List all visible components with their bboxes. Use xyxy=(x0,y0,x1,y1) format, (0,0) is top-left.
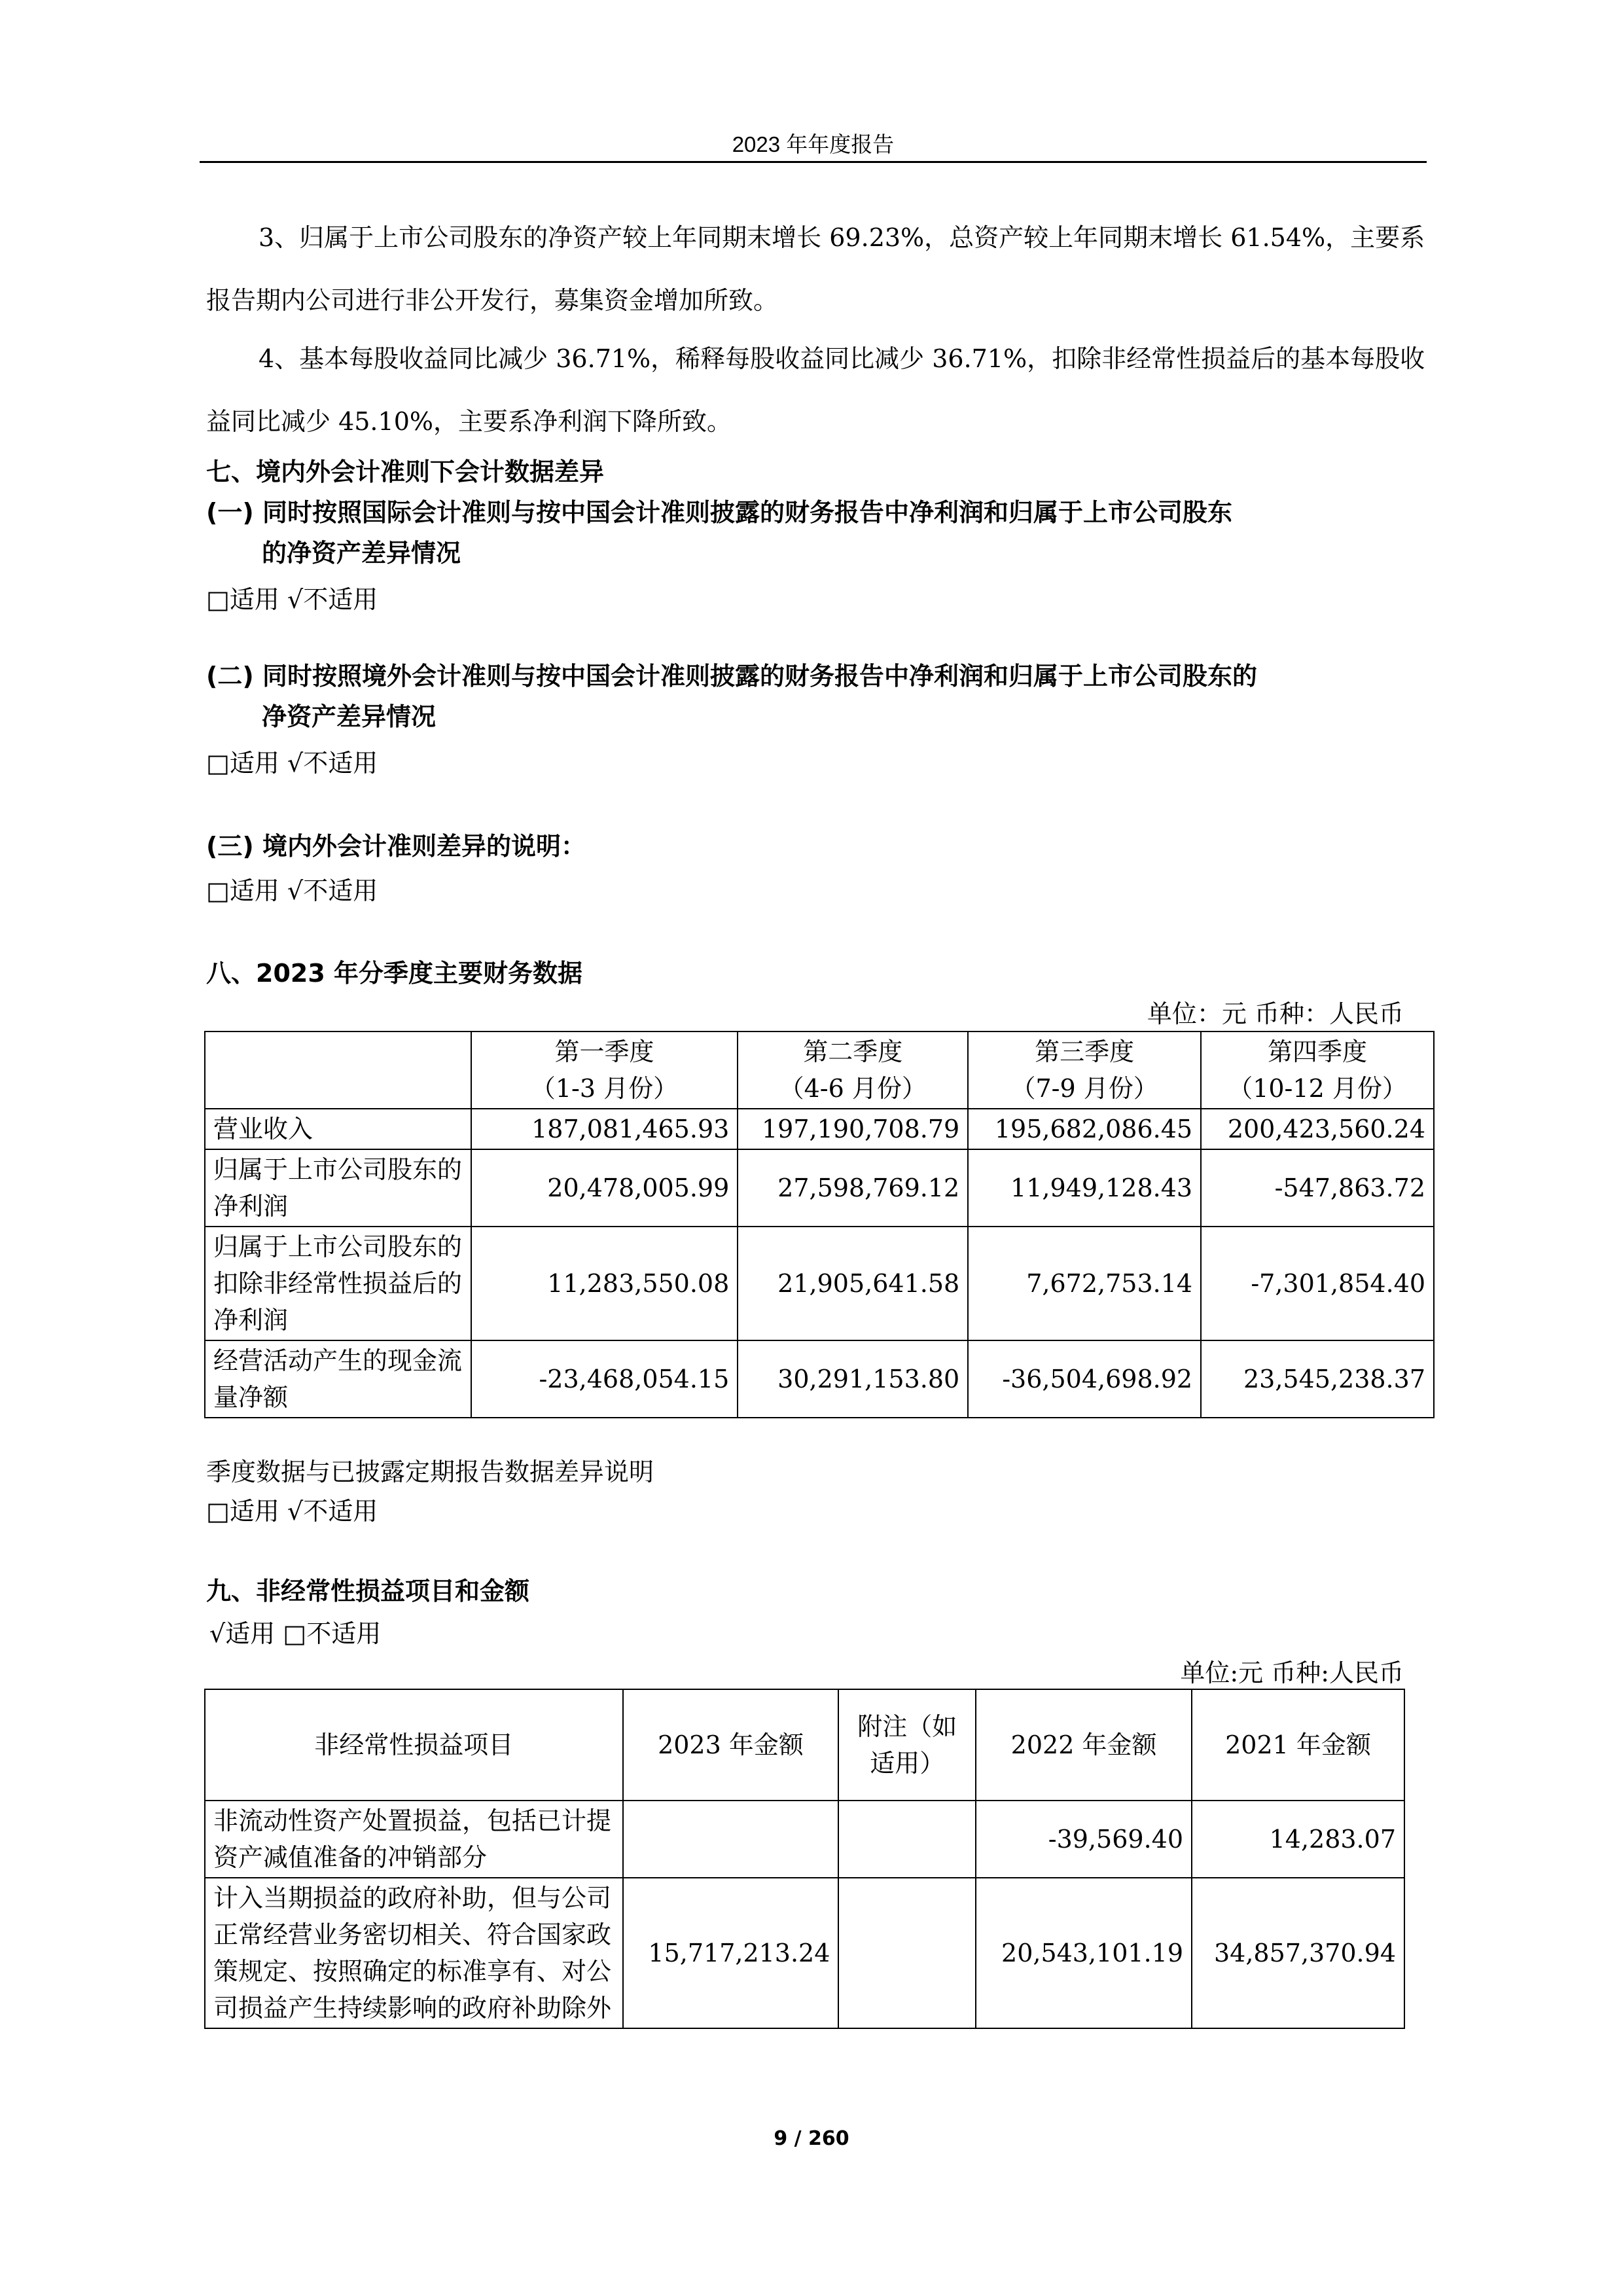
row-label: 非流动性资产处置损益，包括已计提资产减值准备的冲销部分 xyxy=(205,1801,623,1878)
cell-value: -7,301,854.40 xyxy=(1201,1227,1434,1340)
section7-sub2-heading: (二) 同时按照境外会计准则与按中国会计准则披露的财务报告中净利润和归属于上市公司股东的 净资产差异情况 xyxy=(206,662,1257,731)
page-header: 2023 年年度报告 xyxy=(732,132,895,156)
cell-value xyxy=(838,1878,976,2028)
section8-title: 八、2023 年分季度主要财务数据 xyxy=(206,959,582,988)
header-2021: 2021 年金额 xyxy=(1192,1689,1404,1801)
section7-sub3-choice: □适用 √不适用 xyxy=(206,876,378,905)
cell-value: 34,857,370.94 xyxy=(1192,1878,1404,2028)
cell-value: 11,283,550.08 xyxy=(471,1227,738,1340)
cell-value: 21,905,641.58 xyxy=(738,1227,968,1340)
cell-value: 27,598,769.12 xyxy=(738,1149,968,1227)
cell-value: 187,081,465.93 xyxy=(471,1109,738,1149)
table-row xyxy=(205,1801,1404,1878)
cell-value xyxy=(623,1801,839,1878)
section8-note-choice: □适用 √不适用 xyxy=(206,1497,378,1526)
cell-value: 23,545,238.37 xyxy=(1201,1340,1434,1418)
section8-note: 季度数据与已披露定期报告数据差异说明 xyxy=(206,1458,654,1486)
header-rule xyxy=(200,161,1427,163)
header-q2: 第二季度 （4-6 月份） xyxy=(738,1031,968,1109)
header-q3: 第三季度 （7-9 月份） xyxy=(968,1031,1201,1109)
cell-value: 15,717,213.24 xyxy=(623,1878,839,2028)
table-header-row xyxy=(205,1689,1404,1801)
section7-sub2-choice: □适用 √不适用 xyxy=(206,749,378,778)
header-2023: 2023 年金额 xyxy=(623,1689,839,1801)
cell-value: -39,569.40 xyxy=(976,1801,1192,1878)
cell-value: 200,423,560.24 xyxy=(1201,1109,1434,1149)
header-item: 非经常性损益项目 xyxy=(205,1689,623,1801)
page-number: 9 / 260 xyxy=(774,2127,849,2150)
header-blank xyxy=(205,1031,471,1109)
cell-value: -547,863.72 xyxy=(1201,1149,1434,1227)
header-q4: 第四季度 （10-12 月份） xyxy=(1201,1031,1434,1109)
cell-value xyxy=(838,1801,976,1878)
cell-value: 30,291,153.80 xyxy=(738,1340,968,1418)
header-note: 附注（如适用） xyxy=(838,1689,976,1801)
section8-unit: 单位：元 币种：人民币 xyxy=(1147,999,1404,1028)
row-label: 归属于上市公司股东的净利润 xyxy=(205,1149,471,1227)
table-row xyxy=(205,1340,1434,1418)
paragraph-3: 3、归属于上市公司股东的净资产较上年同期末增长 69.23%，总资产较上年同期末增长 61.54%，主要系报告期内公司进行非公开发行，募集资金增加所致。 xyxy=(206,223,1425,315)
table-row xyxy=(205,1227,1434,1340)
table-row xyxy=(205,1878,1404,2028)
cell-value: 20,543,101.19 xyxy=(976,1878,1192,2028)
cell-value: -36,504,698.92 xyxy=(968,1340,1201,1418)
table-row xyxy=(205,1109,1434,1149)
row-label: 经营活动产生的现金流量净额 xyxy=(205,1340,471,1418)
header-q1: 第一季度 （1-3 月份） xyxy=(471,1031,738,1109)
section9-title: 九、非经常性损益项目和金额 xyxy=(206,1577,530,1605)
table-header-row xyxy=(205,1031,1434,1109)
row-label: 营业收入 xyxy=(205,1109,471,1149)
header-2022: 2022 年金额 xyxy=(976,1689,1192,1801)
section7-sub3-heading: (三) 境内外会计准则差异的说明： xyxy=(206,832,586,861)
cell-value: 11,949,128.43 xyxy=(968,1149,1201,1227)
table-row xyxy=(205,1149,1434,1227)
section7-sub1-choice: □适用 √不适用 xyxy=(206,585,378,614)
quarterly-table xyxy=(204,1031,1435,1418)
cell-value: 195,682,086.45 xyxy=(968,1109,1201,1149)
paragraph-4: 4、基本每股收益同比减少 36.71%，稀释每股收益同比减少 36.71%，扣除非经常性损益后的基本每股收益同比减少 45.10%，主要系净利润下降所致。 xyxy=(206,344,1425,436)
nonrecurring-table xyxy=(204,1689,1405,2029)
cell-value: -23,468,054.15 xyxy=(471,1340,738,1418)
section9-unit: 单位:元 币种:人民币 xyxy=(1180,1659,1404,1687)
cell-value: 197,190,708.79 xyxy=(738,1109,968,1149)
section9-choice: √适用 □不适用 xyxy=(209,1619,382,1648)
section7-sub1-heading: (一) 同时按照国际会计准则与按中国会计准则披露的财务报告中净利润和归属于上市公司股东 的净资产差异情况 xyxy=(206,498,1232,567)
row-label: 计入当期损益的政府补助，但与公司正常经营业务密切相关、符合国家政策规定、按照确定的标准享有、对公司损益产生持续影响的政府补助除外 xyxy=(205,1878,623,2028)
cell-value: 7,672,753.14 xyxy=(968,1227,1201,1340)
row-label: 归属于上市公司股东的扣除非经常性损益后的净利润 xyxy=(205,1227,471,1340)
cell-value: 14,283.07 xyxy=(1192,1801,1404,1878)
section7-title: 七、境内外会计准则下会计数据差异 xyxy=(206,457,605,486)
cell-value: 20,478,005.99 xyxy=(471,1149,738,1227)
